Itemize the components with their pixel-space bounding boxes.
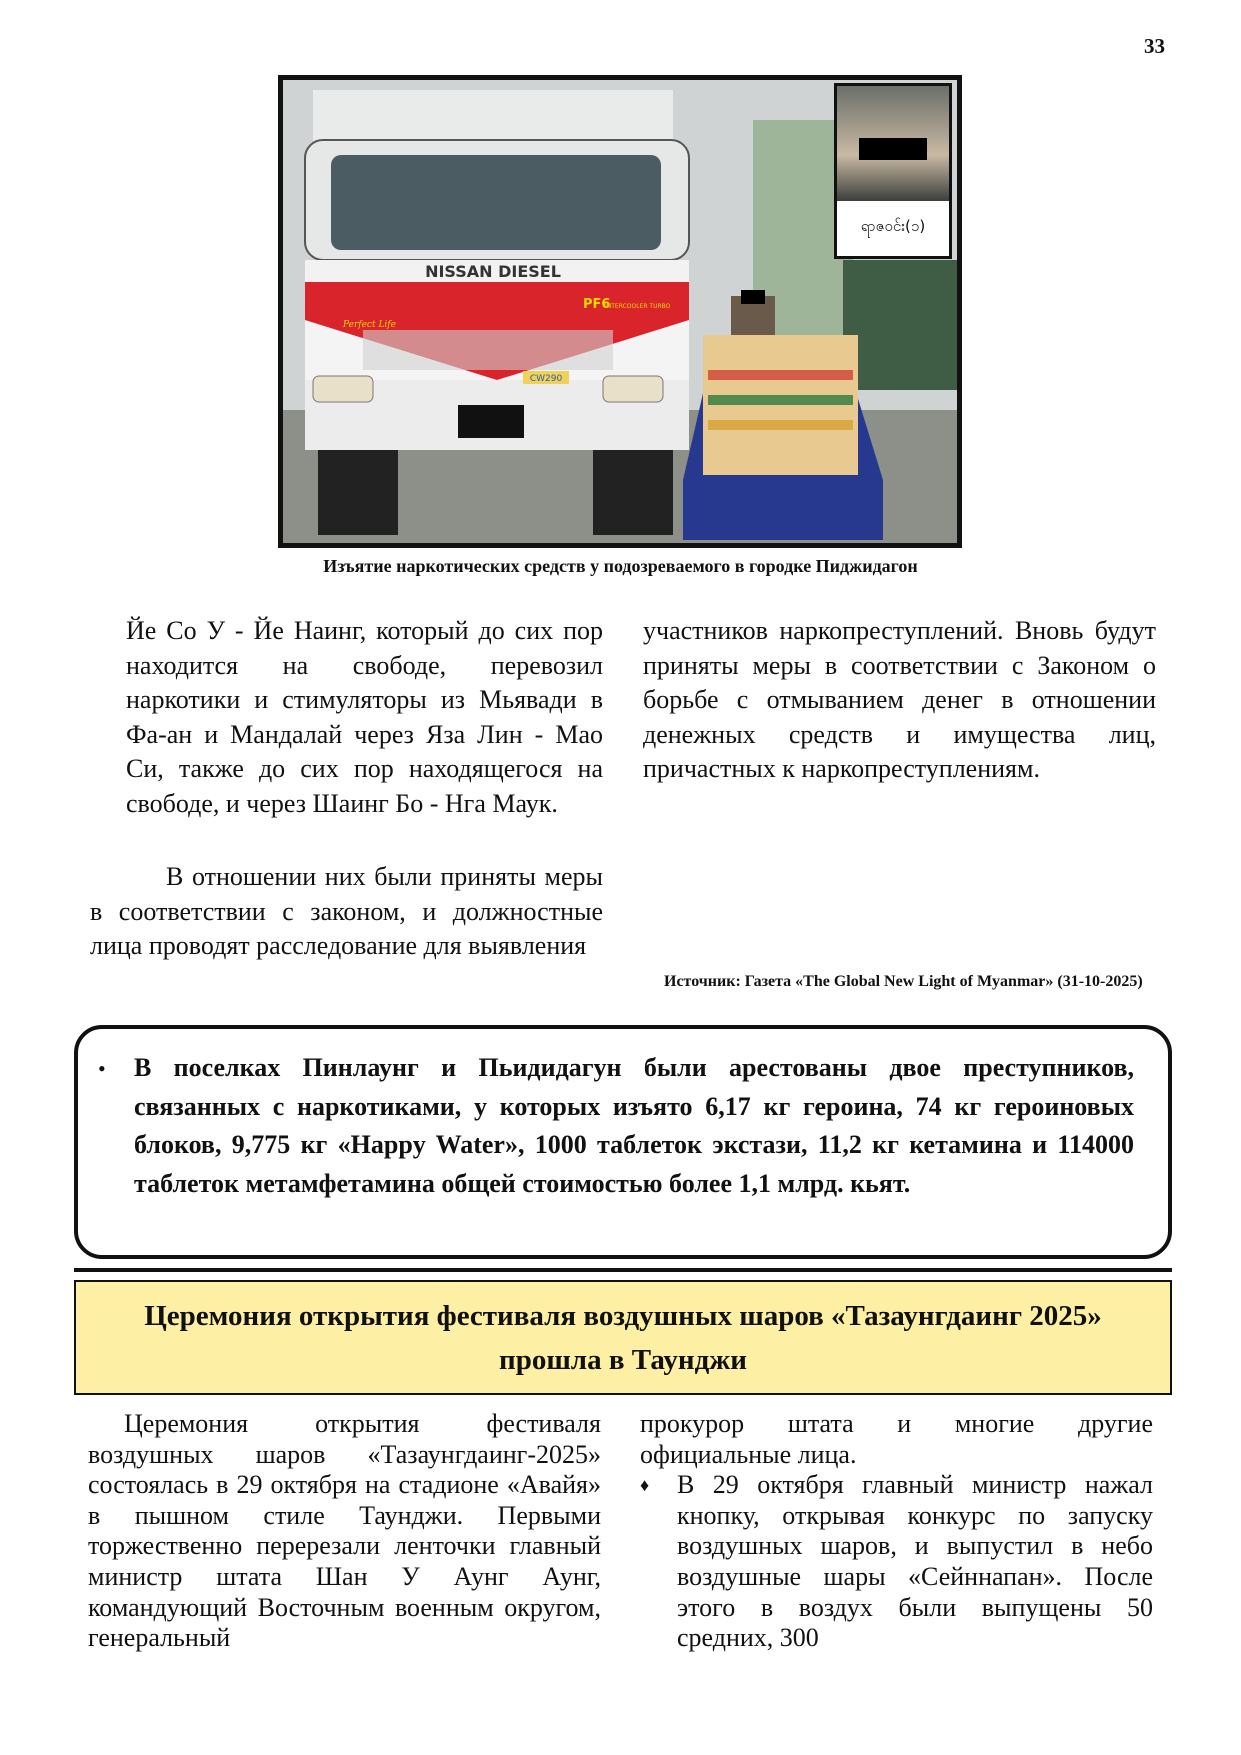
truck-sticker: Perfect Life [343,320,396,330]
diamond-bullet-icon: ♦ [640,1475,650,1496]
censor-bar [859,138,927,160]
inset-label: ရာဇဝင်း(၁) [860,217,926,235]
article1-left-paragraph-1: Йе Со У - Йе Наинг, который до сих пор находится на свободе, перевозил наркотики и стимуляторы из Мьявади в Фа-ан и Мандалай через Яза Лин - Мао Си, также до сих пор находящегося на свободе, и через Шаинг Бо - Нга Маук. [126,616,603,818]
article2-list-item-text: В 29 октября главный министр нажал кнопку, открывая конкурс по запуску воздушных шаров, и выпустил в небо воздушные шары «Сейннапан». После этого в воздух были выпущены 50 средних, 300 [677,1470,1153,1653]
suspect-inset [834,83,952,259]
news-photo [278,75,962,548]
article2-right-col [640,1409,1153,1654]
highlight-box [74,1025,1172,1259]
truck-brand: NISSAN DIESEL [425,262,561,281]
article1-left-col-1 [126,614,603,821]
article-source: Источник: Газета «The Global New Light of Myanmar» (31-10-2025) [664,973,1143,990]
headline-line-2: прошла в Таунджи [498,1344,747,1376]
truck-badge: PF6 [583,297,611,312]
suspect-photo [837,86,949,201]
article1-left-col-2 [90,860,603,964]
truck-model: CW290 [529,374,563,384]
headline-line-1: Церемония открытия фестиваля воздушных шаров «Тазаунгдаинг 2025» [144,1300,1102,1332]
section-divider [74,1268,1172,1272]
article2-list-item [640,1470,1153,1654]
article2-left-col [88,1409,601,1654]
article2-left-paragraph-1: Церемония открытия фестиваля воздушных шаров «Тазаунгдаинг-2025» состоялась в 29 октября на стадионе «Авайя» в пышном стиле Таунджи. Первыми торжественно перерезали ленточки главный министр штата Шан У Аунг Аунг, командующий Восточным военным округом, генеральный [88,1409,601,1653]
section-headline [74,1280,1172,1395]
article2-right-paragraph-1: прокурор штата и многие другие официальные лица. [640,1409,1153,1469]
highlight-bullet: • [98,1056,106,1081]
photo-caption: Изъятие наркотических средств у подозреваемого в городке Пиджидагон [323,556,918,576]
highlight-text: В поселках Пинлаунг и Пьидидагун были арестованы двое преступников, связанных с наркотиками, у которых изъято 6,17 кг героина, 74 кг героиновых блоков, 9,775 кг «Happy Water», 1000 таблеток экстази, 11,2 кг кетамина и 114000 таблеток метамфетамина общей стоимостью более 1,1 млрд. кьят. [134,1053,1134,1198]
truck-badge-sub: INTERCOOLER TURBO [605,303,671,310]
article1-right-paragraph-1: участников наркопреступлений. Вновь будут приняты меры в соответствии с Законом о борьбе с отмыванием денег в отношении денежных средств и имущества лиц, причастных к наркопреступлениям. [643,616,1156,783]
article1-right-col [643,614,1156,787]
page-number: 33 [1144,34,1165,58]
article1-left-paragraph-2: В отношении них были приняты меры в соответствии с законом, и должностные лица проводят расследование для выявления [90,862,603,960]
